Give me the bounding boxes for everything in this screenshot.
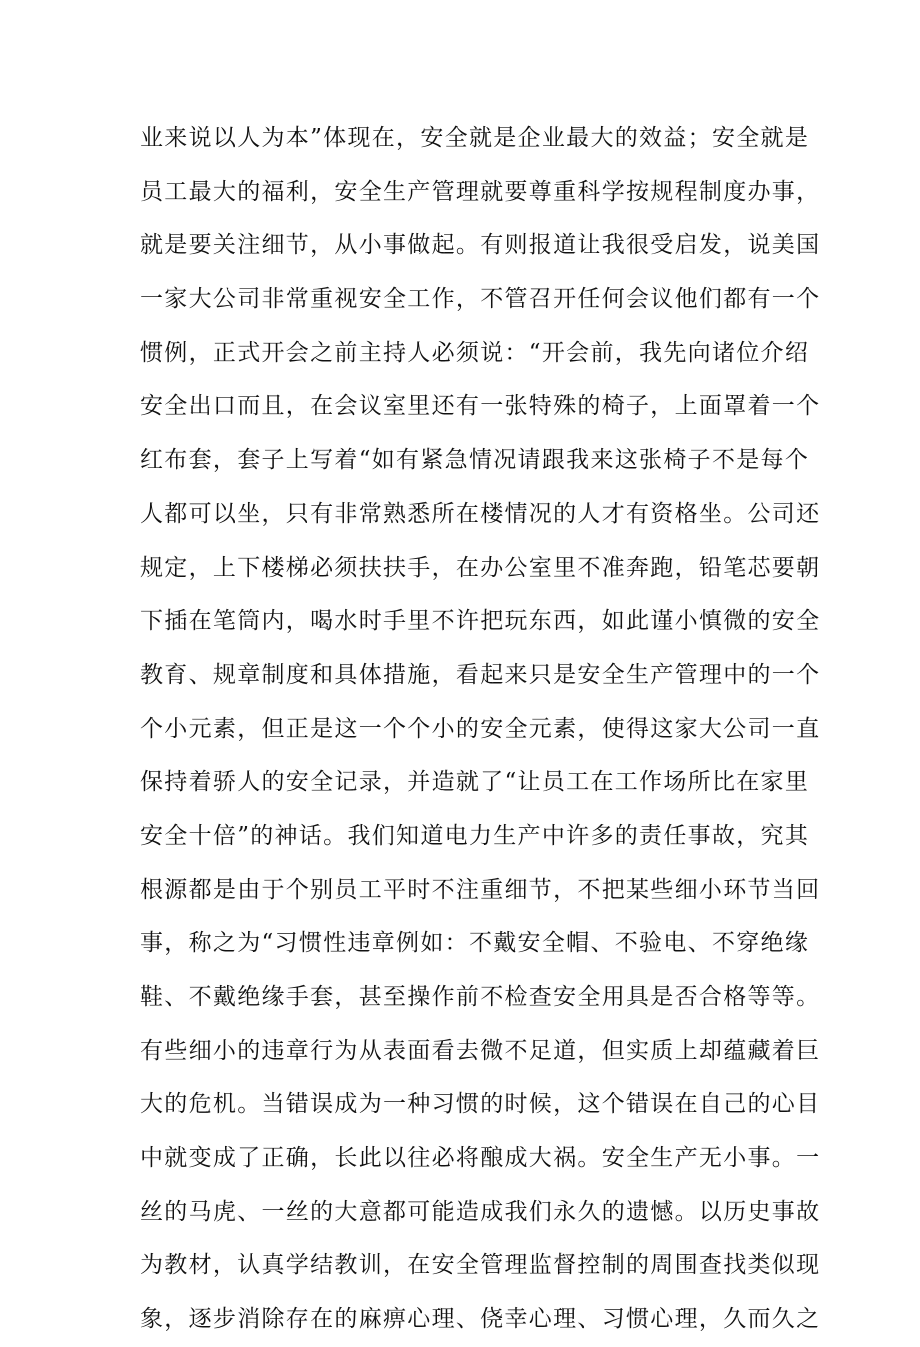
text-line-14: 安全十倍”的神话。我们知道电力生产中许多的责任事故，究其 (140, 822, 810, 849)
text-line-1: 业来说以人为本”体现在，安全就是企业最大的效益；安全就是 (140, 125, 810, 151)
text-line-9: 规定，上下楼梯必须扶扶手，在办公室里不准奔跑，铅笔芯要朝 (140, 554, 821, 581)
text-line-8: 人都可以坐，只有非常熟悉所在楼情况的人才有资格坐。公司还 (140, 500, 821, 527)
text-line-23: 象，逐步消除存在的麻痹心理、侥幸心理、习惯心理，久而久之 (140, 1306, 821, 1333)
text-line-22: 为教材，认真学结教训，在安全管理监督控制的周围查找类似现 (140, 1252, 821, 1279)
text-line-19: 大的危机。当错误成为一种习惯的时候，这个错误在自己的心目 (140, 1091, 821, 1118)
text-line-7: 红布套，套子上写着“如有紧急情况请跟我来这张椅子不是每个 (140, 447, 810, 474)
text-line-6: 安全出口而且，在会议室里还有一张特殊的椅子，上面罩着一个 (140, 393, 821, 420)
text-line-21: 丝的马虎、一丝的大意都可能造成我们永久的遗憾。以历史事故 (140, 1198, 821, 1225)
text-line-13: 保持着骄人的安全记录，并造就了“让员工在工作场所比在家里 (140, 769, 810, 796)
body-paragraph (140, 112, 821, 1347)
text-line-15: 根源都是由于个别员工平时不注重细节，不把某些细小环节当回 (140, 876, 821, 903)
text-line-12: 个小元素，但正是这一个个小的安全元素，使得这家大公司一直 (140, 715, 821, 742)
text-line-18: 有些细小的违章行为从表面看去微不足道，但实质上却蕴藏着巨 (140, 1037, 821, 1064)
text-line-3: 就是要关注细节，从小事做起。有则报道让我很受启发，说美国 (140, 232, 821, 259)
text-line-2: 员工最大的福利，安全生产管理就要尊重科学按规程制度办事， (140, 178, 821, 205)
text-line-16: 事，称之为“习惯性违章例如：不戴安全帽、不验电、不穿绝缘 (140, 930, 810, 957)
text-line-11: 教育、规章制度和具体措施，看起来只是安全生产管理中的一个 (140, 661, 821, 688)
text-line-10: 下插在笔筒内，喝水时手里不许把玩东西，如此谨小慎微的安全 (140, 608, 821, 635)
text-line-5: 惯例，正式开会之前主持人必须说：“开会前，我先向诸位介绍 (140, 339, 810, 366)
text-line-20: 中就变成了正确，长此以往必将酿成大祸。安全生产无小事。一 (140, 1145, 821, 1172)
text-line-4: 一家大公司非常重视安全工作，不管召开任何会议他们都有一个 (140, 286, 821, 313)
text-line-17: 鞋、不戴绝缘手套，甚至操作前不检查安全用具是否合格等等。 (140, 984, 821, 1010)
